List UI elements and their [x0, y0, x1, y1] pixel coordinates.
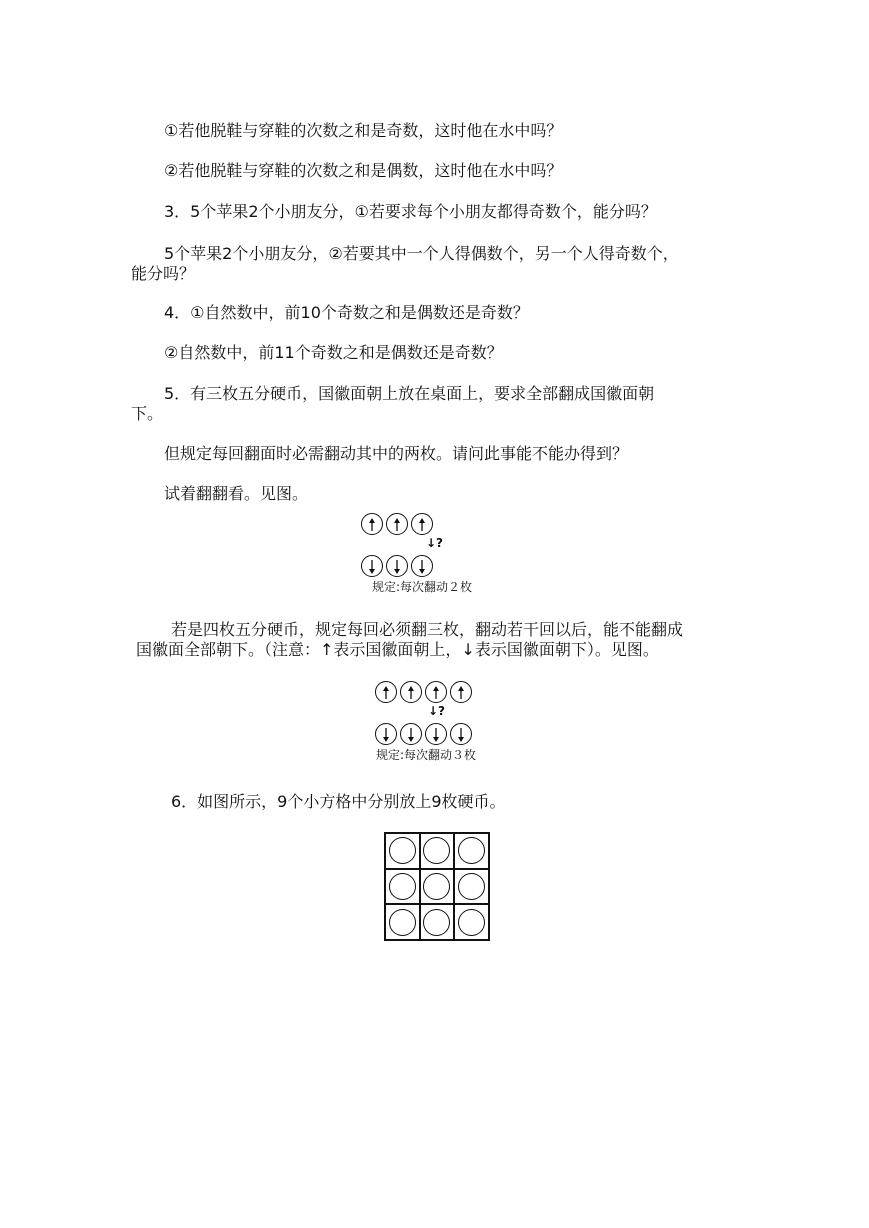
- coin-up-icon: [411, 513, 433, 535]
- text-line-12: 若是四枚五分硬币，规定每回必须翻三枚，翻动若干回以后，能不能翻成: [171, 620, 684, 639]
- coin-down-icon: [361, 555, 383, 577]
- grid-cell: [385, 869, 420, 905]
- grid-cell: [385, 904, 420, 940]
- coin-up-icon: [386, 513, 408, 535]
- coin-up-icon: [400, 681, 422, 703]
- text-line-1: ①若他脱鞋与穿鞋的次数之和是奇数，这时他在水中吗？: [164, 121, 563, 140]
- coins-down-row: [375, 723, 472, 745]
- coin-grid-3x3: [384, 832, 490, 941]
- text-line-2: ②若他脱鞋与穿鞋的次数之和是偶数，这时他在水中吗？: [164, 161, 563, 180]
- coin-icon: [458, 873, 485, 900]
- coin-down-icon: [450, 723, 472, 745]
- coin-icon: [423, 837, 450, 864]
- arrow-question-mark: ↓?: [428, 704, 446, 718]
- coins-up-row: [361, 513, 433, 535]
- coin-icon: [458, 909, 485, 936]
- coin-down-icon: [411, 555, 433, 577]
- coin-down-icon: [400, 723, 422, 745]
- text-line-8: 5．有三枚五分硬币，国徽面朝上放在桌面上，要求全部翻成国徽面朝: [164, 384, 655, 403]
- text-line-7: ②自然数中，前11个奇数之和是偶数还是奇数？: [164, 343, 503, 362]
- grid-cell: [420, 833, 455, 869]
- text-line-14: 6．如图所示，9个小方格中分别放上9枚硬币。: [171, 792, 506, 811]
- coins-up-row: [375, 681, 472, 703]
- coin-up-icon: [425, 681, 447, 703]
- grid-cell: [454, 904, 489, 940]
- coin-down-icon: [375, 723, 397, 745]
- coin-up-icon: [361, 513, 383, 535]
- text-line-5: 能分吗？: [131, 264, 196, 283]
- text-line-10: 但规定每回翻面时必需翻动其中的两枚。请问此事能不能办得到？: [164, 444, 629, 463]
- text-line-13: 国徽面全部朝下。（注意：↑表示国徽面朝上，↓表示国徽面朝下）。见图。: [136, 640, 659, 659]
- coin-down-icon: [425, 723, 447, 745]
- grid-cell: [420, 869, 455, 905]
- coins-down-row: [361, 555, 433, 577]
- figure2-caption: 规定:每次翻动３枚: [376, 748, 477, 762]
- grid-cell: [420, 904, 455, 940]
- text-line-11: 试着翻翻看。见图。: [164, 484, 309, 503]
- coin-up-icon: [450, 681, 472, 703]
- coin-icon: [458, 837, 485, 864]
- grid-cell: [454, 833, 489, 869]
- text-line-6: 4．①自然数中，前10个奇数之和是偶数还是奇数？: [164, 303, 529, 322]
- text-line-9: 下。: [131, 404, 164, 423]
- coin-icon: [389, 909, 416, 936]
- figure1-caption: 规定:每次翻动２枚: [372, 580, 473, 594]
- grid-cell: [454, 869, 489, 905]
- arrow-question-mark: ↓?: [426, 536, 444, 550]
- coin-icon: [389, 873, 416, 900]
- coin-up-icon: [375, 681, 397, 703]
- coin-icon: [389, 837, 416, 864]
- coin-icon: [423, 909, 450, 936]
- coin-down-icon: [386, 555, 408, 577]
- grid-cell: [385, 833, 420, 869]
- text-line-3: 3．5个苹果2个小朋友分，①若要求每个小朋友都得奇数个，能分吗？: [164, 202, 657, 221]
- text-line-4: 5个苹果2个小朋友分，②若要其中一个人得偶数个，另一个人得奇数个，: [164, 244, 679, 263]
- coin-icon: [423, 873, 450, 900]
